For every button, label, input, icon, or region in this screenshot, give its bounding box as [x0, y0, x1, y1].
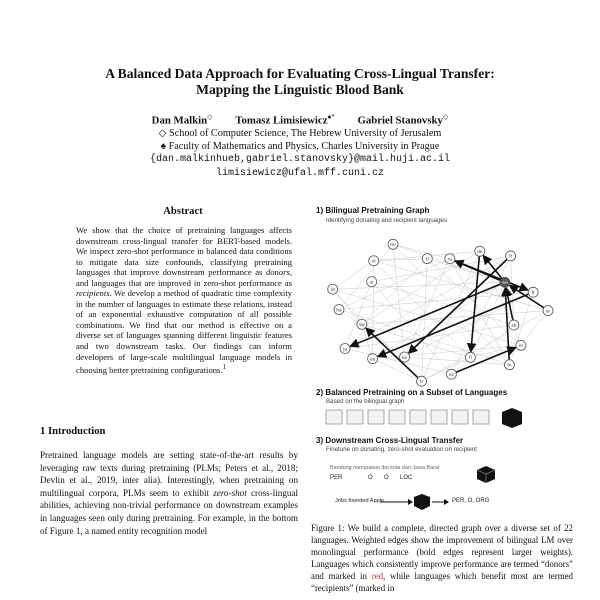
graph-node-label: ko	[401, 355, 408, 361]
graph-node-label: he	[336, 308, 342, 314]
graph-node-label: ru	[447, 257, 453, 263]
caption-red-word: red	[371, 571, 384, 582]
figure-step1-title: 1) Bilingual Pretraining Graph	[316, 206, 430, 215]
pretraining-box	[347, 410, 363, 424]
graph-edge	[373, 359, 422, 382]
title-line-2: Mapping the Linguistic Blood Bank	[196, 82, 404, 97]
introduction-body: Pretrained language models are setting state-of-the-art results by leveraging raw texts during pretraining (PLMs; Peters et al., 2018; Devlin et al., 2019, inter alia). Interestingly, when pretraining on multilingual corpora, PLMs seem to exhibit zero-shot cross-lingual abilities, achieving non-trivial performance on downstream examples in languages seen only during pretraining. For example, in the bottom of Figure 1, a named entity recognition model	[40, 450, 298, 536]
graph-node-label: de	[476, 250, 483, 256]
pretraining-box	[410, 410, 426, 424]
train-sentence: Bandung merupakan ibu kota dari Jawa Barat	[330, 465, 440, 471]
train-tag-4: LOC	[400, 475, 413, 481]
graph-node-label: fr	[531, 290, 535, 296]
pretrained-model-cube-icon	[502, 408, 522, 428]
graph-edge	[339, 244, 393, 309]
pretraining-box	[368, 410, 384, 424]
train-tag-3: O	[384, 475, 389, 481]
figure-step1-subtitle: Identifying donating and recipient languages	[326, 217, 448, 224]
abstract-heading: Abstract	[163, 206, 203, 217]
graph-edge	[373, 261, 374, 359]
figure-step2-title: 2) Balanced Pretraining on a Subset of Languages	[316, 388, 508, 397]
model-cube-icon	[476, 465, 496, 483]
paper-title	[40, 66, 560, 98]
affiliation-1: ◇ School of Computer Science, The Hebrew University of Jerusalem	[158, 128, 442, 139]
graph-node-label: ar	[545, 309, 551, 315]
affiliation-2: ♠ Faculty of Mathematics and Physics, Charles University in Prague	[160, 141, 440, 152]
graph-edge	[427, 259, 521, 346]
figure-step2-subtitle: Based on the bilingual graph	[326, 398, 405, 405]
figure-caption: Figure 1: We build a complete, directed graph over a diverse set of 22 languages. Weighted edges show the improvement of bilingual LM over monolingual performance (bold edges represent larger weights). Languages which consistently improve performance are termed “donors” and marked in red, while languages which benefit most are termed “recipients” (marked in	[311, 523, 573, 594]
graph-node-label: hi	[507, 363, 512, 369]
graph-edge	[393, 244, 405, 357]
pretraining-box	[473, 410, 489, 424]
email-line-1[interactable]: {dan.malkinhueb,gabriel.stanovsky}@mail.huji.ac.il	[149, 154, 451, 165]
graph-node-label: ur	[369, 280, 375, 286]
graph-node-label: id	[330, 288, 335, 294]
graph-edge	[521, 311, 548, 346]
graph-edge	[374, 259, 428, 261]
graph-node-label: tl	[425, 257, 429, 263]
email-line-2[interactable]: limisiewicz@ufal.mff.cuni.cz	[215, 168, 385, 179]
section-heading-introduction: 1 Introduction	[40, 426, 106, 437]
author-1: Dan Malkin◇	[151, 113, 213, 127]
pretraining-box	[326, 410, 342, 424]
figure-step3-title: 3) Downstream Cross-Lingual Transfer	[316, 436, 464, 445]
author-list	[40, 113, 560, 127]
language-graph	[304, 226, 572, 396]
author-2: Tomasz Limisiewicz♠*	[235, 113, 335, 127]
graph-node-label: it	[509, 254, 513, 260]
graph-node-label: el	[518, 344, 523, 350]
figure-1	[304, 204, 572, 462]
graph-node-label: fi	[468, 356, 472, 362]
graph-edge	[362, 311, 548, 325]
graph-node-label: eu	[369, 357, 376, 363]
graph-node-label: mr	[389, 243, 397, 249]
graph-node-label: ja	[343, 347, 348, 353]
pretraining-box	[389, 410, 405, 424]
train-tag-2: O	[368, 475, 373, 481]
graph-node-label: vi	[371, 259, 376, 265]
graph-node-label: en	[502, 281, 508, 287]
abstract-body: We show that the choice of pretraining languages affects downstream cross-lingual transfer for BERT-based models. We inspect zero-shot performance in balanced data conditions to mitigate data size confounds, classifying pretraining languages that improve downstream performance as donors, and languages that are improved in zero-shot performance as recipients. We develop a method of quadratic time complexity in the number of languages to estimate these relations, instead of an exponential exhaustive computation of all possible combinations. We find that our method is effective on a diverse set of languages spanning different linguistic features and two downstream tasks. Our findings can inform developers of large-scale multilingual language models in choosing better pretraining configurations.$^1$	[76, 225, 292, 375]
graph-node-label: zh	[511, 323, 517, 329]
balanced-pretraining-boxes	[304, 406, 572, 430]
figure-step3-subtitle: Finetune on donating, zero-shot evaluation on recipient	[326, 446, 478, 453]
pretraining-box	[431, 410, 447, 424]
graph-node-label: tr	[419, 379, 424, 385]
title-line-1: A Balanced Data Approach for Evaluating Cross-Lingual Transfer:	[105, 66, 495, 81]
author-3: Gabriel Stanovsky◇	[357, 113, 449, 127]
graph-node-label: es	[448, 373, 454, 379]
eval-pipeline	[378, 493, 450, 511]
train-tag-1: PER	[330, 475, 343, 481]
graph-node-label: sw	[358, 323, 365, 329]
graph-edge	[405, 357, 510, 365]
eval-sentence: Jobs founded Apple	[335, 498, 385, 504]
footnote-marker[interactable]: 1	[222, 363, 227, 372]
eval-tags: PER, O, ORG	[452, 498, 490, 504]
pretraining-box	[452, 410, 468, 424]
